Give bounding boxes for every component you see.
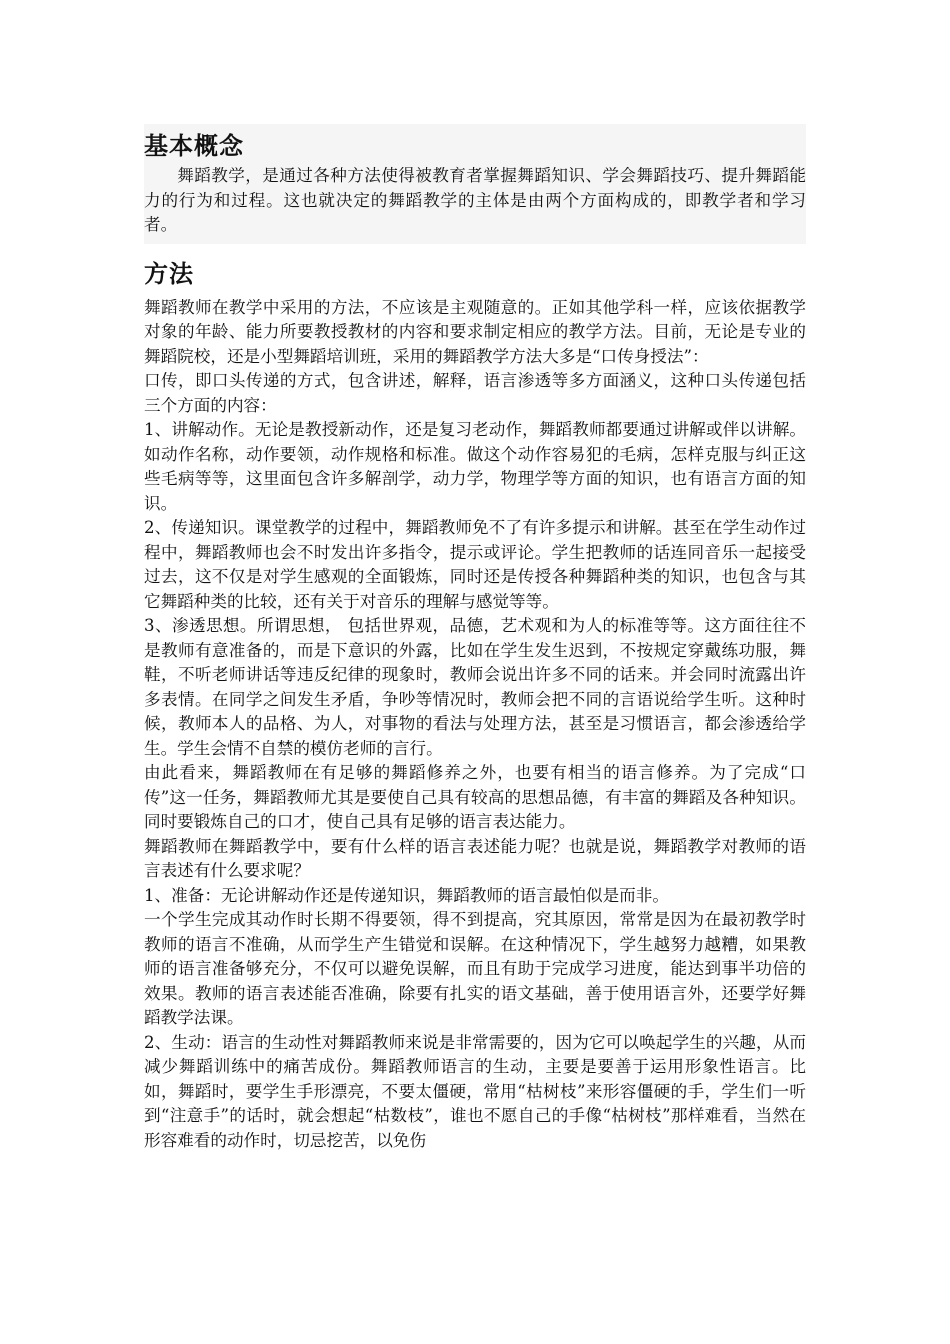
method-paragraph: 一个学生完成其动作时长期不得要领，得不到提高，究其原因，常常是因为在最初教学时教师的语言不准确，从而学生产生错觉和误解。在这种情况下，学生越努力越糟，如果教师的语言准备够充分，不仅可以避免误解，而且有助于完成学习进度，能达到事半功倍的效果。教师的语言表述能否准确，除要有扎实的语文基础，善于使用语言外，还要学好舞蹈教学法课。 <box>144 910 806 1027</box>
method-paragraph: 口传，即口头传递的方式，包含讲述，解释，语言渗透等多方面涵义，这种口头传递包括三个方面的内容： <box>144 371 806 415</box>
method-paragraph: 1、讲解动作。无论是教授新动作，还是复习老动作，舞蹈教师都要通过讲解或伴以讲解。如动作名称，动作要领，动作规格和标准。做这个动作容易犯的毛病，怎样克服与纠正这些毛病等等，这里面包含许多解剖学，动力学，物理学等方面的知识，也有语言方面的知识。 <box>144 420 806 513</box>
method-paragraph: 2、传递知识。课堂教学的过程中，舞蹈教师免不了有许多提示和讲解。甚至在学生动作过程中，舞蹈教师也会不时发出许多指令，提示或评论。学生把教师的话连同音乐一起接受过去，这不仅是对学生感观的全面锻炼，同时还是传授各种舞蹈种类的知识，也包含与其它舞蹈种类的比较，还有关于对音乐的理解与感觉等等。 <box>144 518 806 611</box>
method-heading: 方法 <box>144 259 194 288</box>
method-paragraph: 2、生动：语言的生动性对舞蹈教师来说是非常需要的，因为它可以唤起学生的兴趣，从而减少舞蹈训练中的痛苦成份。舞蹈教师语言的生动，主要是要善于运用形象性语言。比如，舞蹈时，要学生手形漂亮，不要太僵硬，常用“枯树枝”来形容僵硬的手，学生们一听到“注意手”的话时，就会想起“枯数枝”，谁也不愿自己的手像“枯树枝”那样难看，当然在形容难看的动作时，切忌挖苦，以免伤 <box>144 1032 806 1150</box>
concept-heading: 基本概念 <box>144 132 244 160</box>
method-paragraph: 1、准备：无论讲解动作还是传递知识，舞蹈教师的语言最怕似是而非。 <box>144 885 669 905</box>
concept-paragraph: 舞蹈教学，是通过各种方法使得被教育者掌握舞蹈知识、学会舞蹈技巧、提升舞蹈能力的行为和过程。这也就决定的舞蹈教学的主体是由两个方面构成的，即教学者和学习者。 <box>144 166 806 234</box>
method-paragraph: 由此看来，舞蹈教师在有足够的舞蹈修养之外，也要有相当的语言修养。为了完成“口传”这一任务，舞蹈教师尤其是要使自己具有较高的思想品德，有丰富的舞蹈及各种知识。同时要锻炼自己的口才，使自己具有足够的语言表达能力。 <box>144 763 806 831</box>
document-page <box>144 124 806 1153</box>
method-paragraph: 3、渗透思想。所谓思想， 包括世界观，品德，艺术观和为人的标准等等。这方面往往不是教师有意准备的，而是下意识的外露，比如在学生发生迟到，不按规定穿戴练功服，舞鞋，不听老师讲话等违反纪律的现象时，教师会说出许多不同的话来。并会同时流露出许多表情。在同学之间发生矛盾，争吵等情况时，教师会把不同的言语说给学生听。这种时候，教师本人的品格、为人，对事物的看法与处理方法，甚至是习惯语言，都会渗透给学生。学生会情不自禁的模仿老师的言行。 <box>144 616 806 758</box>
concept-section <box>144 124 806 244</box>
method-section <box>144 256 806 1154</box>
method-paragraph: 舞蹈教师在教学中采用的方法，不应该是主观随意的。正如其他学科一样，应该依据教学对象的年龄、能力所要教授教材的内容和要求制定相应的教学方法。目前，无论是专业的舞蹈院校，还是小型舞蹈培训班，采用的舞蹈教学方法大多是“口传身授法”： <box>144 297 806 366</box>
method-paragraph: 舞蹈教师在舞蹈教学中，要有什么样的语言表述能力呢？也就是说，舞蹈教学对教师的语言表述有什么要求呢？ <box>144 836 806 880</box>
